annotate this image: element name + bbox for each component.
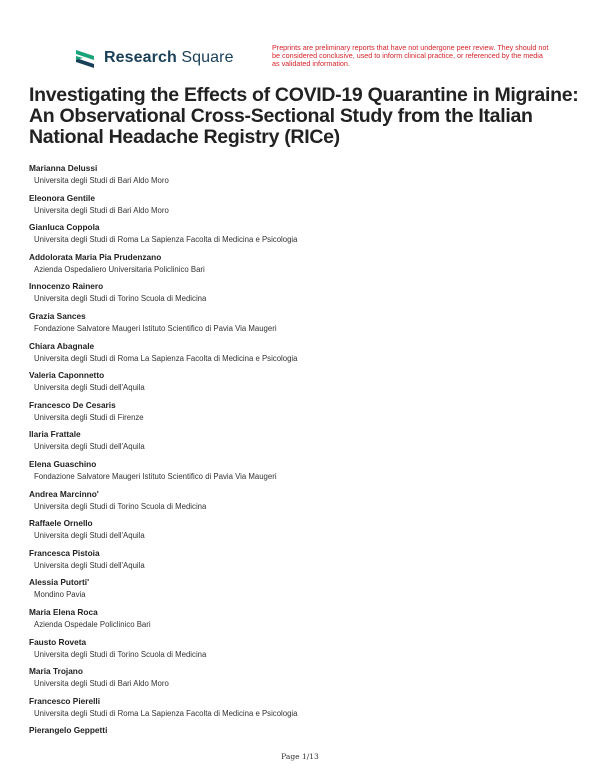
author-affiliation: Fondazione Salvatore Maugeri Istituto Scientifico di Pavia Via Maugeri: [34, 323, 277, 333]
author-entry: [29, 459, 579, 489]
author-affiliation: Mondino Pavia: [34, 590, 86, 600]
author-name: Chiara Abagnale: [29, 340, 95, 351]
paper-title: Investigating the Effects of COVID-19 Quarantine in Migraine: An Observational Cross-Sectional Study from the Italian National Headache Registry (RICe): [29, 84, 579, 148]
logo-name-light: Square: [181, 49, 234, 66]
author-name: Francesca Pistoia: [29, 547, 100, 558]
author-name: Marianna Delussi: [29, 163, 98, 173]
author-entry: [29, 518, 579, 548]
author-entry: [29, 370, 579, 400]
page-header: [74, 43, 549, 81]
author-entry: [29, 548, 579, 578]
author-affiliation: Universita degli Studi di Firenze: [34, 412, 144, 422]
author-affiliation: Universita degli Studi di Roma La Sapienza Facolta di Medicina e Psicologia: [34, 235, 298, 245]
author-name: Eleonora Gentile: [29, 192, 95, 203]
author-entry: [29, 666, 579, 696]
author-name: Andrea Marcinno': [29, 488, 99, 499]
author-name: Gianluca Coppola: [29, 222, 100, 233]
author-affiliation: Universita degli Studi di Bari Aldo Moro: [34, 679, 169, 689]
author-entry: [29, 429, 579, 459]
author-affiliation: Fondazione Salvatore Maugeri Istituto Scientifico di Pavia Via Maugeri: [34, 471, 277, 481]
author-affiliation: Azienda Ospedaliero Universitaria Policlinico Bari: [34, 264, 205, 274]
author-name: Valeria Caponnetto: [29, 370, 105, 381]
author-name: Grazia Sances: [29, 310, 86, 321]
author-affiliation: Universita degli Studi di Torino Scuola di Medicina: [34, 501, 207, 511]
author-name: Maria Elena Roca: [29, 606, 98, 617]
author-entry: [29, 489, 579, 519]
author-entry: [29, 637, 579, 667]
author-entry: [29, 311, 579, 341]
preprint-notice: Preprints are preliminary reports that have not undergone peer review. They should not be considered conclusive, used to inform clinical practice, or referenced by the media as validated information.: [272, 43, 549, 69]
author-affiliation: Azienda Ospedale Policlinico Bari: [34, 619, 151, 629]
research-square-logo[interactable]: [74, 47, 234, 69]
author-name: Ilaria Frattale: [29, 429, 81, 440]
author-name: Francesco Pierelli: [29, 695, 101, 706]
author-name: Maria Trojano: [29, 666, 83, 677]
page-number: Page 1/13: [281, 752, 319, 761]
author-affiliation: Universita degli Studi di Bari Aldo Moro: [34, 205, 169, 215]
author-name: Raffaele Ornello: [29, 518, 93, 529]
author-entry: [29, 341, 579, 371]
author-name: Francesco De Cesaris: [29, 399, 116, 410]
author-name: Addolorata Maria Pia Prudenzano: [29, 251, 162, 262]
author-name: Pierangelo Geppetti: [29, 725, 108, 736]
author-affiliation: Universita degli Studi dell'Aquila: [34, 442, 145, 452]
author-entry: [29, 281, 579, 311]
research-square-logo-icon: [74, 47, 96, 69]
author-affiliation: Universita degli Studi di Torino Scuola di Medicina: [34, 649, 207, 659]
logo-wordmark: [104, 49, 234, 67]
author-affiliation: Universita degli Studi di Roma La Sapienza Facolta di Medicina e Psicologia: [34, 708, 298, 718]
author-entry: [29, 163, 579, 193]
author-name: Innocenzo Rainero: [29, 281, 104, 292]
author-affiliation: Universita degli Studi dell'Aquila: [34, 560, 145, 570]
author-list: [29, 163, 579, 755]
author-entry: [29, 607, 579, 637]
author-entry: [29, 577, 579, 607]
author-name: Elena Guaschino: [29, 458, 97, 469]
author-affiliation: Universita degli Studi dell'Aquila: [34, 531, 145, 541]
author-entry: [29, 222, 579, 252]
author-entry: [29, 725, 579, 755]
author-entry: [29, 696, 579, 726]
author-affiliation: Universita degli Studi di Roma La Sapienza Facolta di Medicina e Psicologia: [34, 353, 298, 363]
logo-name: Research: [104, 49, 177, 66]
author-affiliation: Universita degli Studi di Torino Scuola di Medicina: [34, 294, 207, 304]
author-affiliation: Universita degli Studi di Bari Aldo Moro: [34, 176, 169, 185]
author-name: Fausto Roveta: [29, 636, 87, 647]
author-entry: [29, 400, 579, 430]
author-name: Alessia Putorti': [29, 577, 90, 588]
author-entry: [29, 193, 579, 223]
author-affiliation: Universita degli Studi dell'Aquila: [34, 383, 145, 393]
author-entry: [29, 252, 579, 282]
